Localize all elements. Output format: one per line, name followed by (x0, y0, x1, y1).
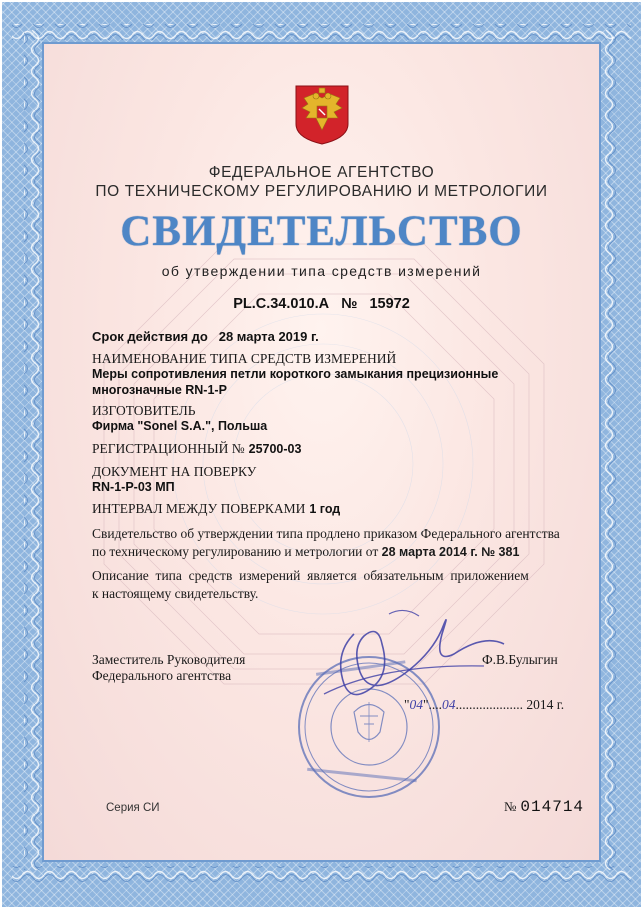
russian-coat-of-arms-icon (292, 84, 352, 146)
validity-date: 28 марта 2019 г. (218, 329, 319, 344)
extension-line2-prefix: по техническому регулированию и метрологии от (92, 544, 379, 559)
validity-label: Срок действия до (92, 329, 208, 344)
verification-doc-value: RN-1-P-03 МП (92, 480, 175, 494)
type-label: НАИМЕНОВАНИЕ ТИПА СРЕДСТВ ИЗМЕРЕНИЙ (92, 351, 397, 366)
extension-paragraph (92, 525, 572, 561)
interval-value: 1 год (309, 502, 341, 516)
agency-name-line1: ФЕДЕРАЛЬНОЕ АГЕНТСТВО (208, 164, 435, 181)
date-day: 04 (409, 697, 424, 712)
registration-label: РЕГИСТРАЦИОННЫЙ № (92, 441, 245, 456)
appendix-line2: к настоящему свидетельству. (92, 586, 259, 601)
signer-position-line2: Федерального агентства (92, 668, 232, 683)
extension-line2 (92, 543, 572, 561)
signature-date-row: "04"....04.................... 2014 г. (404, 697, 565, 712)
interval-label: ИНТЕРВАЛ МЕЖДУ ПОВЕРКАМИ (92, 501, 306, 516)
date-year: 2014 г. (526, 697, 565, 712)
validity-row (92, 329, 319, 344)
certificate-subtitle: об утверждении типа средств измерений (161, 263, 482, 279)
type-value-line2: многозначные RN-1-P (92, 383, 227, 397)
agency-name-line2: ПО ТЕХНИЧЕСКОМУ РЕГУЛИРОВАНИЮ И МЕТРОЛОГИИ (95, 183, 548, 200)
verification-doc-label: ДОКУМЕНТ НА ПОВЕРКУ (92, 464, 257, 479)
number-sign: № (341, 296, 358, 312)
series-label: Серия СИ (106, 802, 160, 814)
serial-number: 014714 (520, 798, 585, 816)
extension-date: 28 марта 2014 г. (381, 545, 478, 559)
manufacturer-value: Фирма "Sonel S.A.", Польша (92, 419, 268, 433)
serial-number-row (504, 798, 584, 816)
signer-name: Ф.В.Булыгин (482, 652, 558, 667)
appendix-line1: Описание типа средств измерений является обязательным приложением (92, 568, 529, 583)
certificate-number-row (44, 296, 599, 312)
date-month: 04 (442, 697, 456, 712)
certificate-body (42, 42, 601, 862)
extension-order: № 381 (481, 545, 520, 559)
manufacturer-label: ИЗГОТОВИТЕЛЬ (92, 403, 196, 418)
serial-prefix: № (504, 799, 517, 814)
certificate-code: PL.C.34.010.A (233, 296, 330, 312)
registration-row (92, 440, 301, 458)
registration-value: 25700-03 (248, 442, 302, 456)
certificate-title: СВИДЕТЕЛЬСТВО (120, 208, 523, 255)
type-value-line1: Меры сопротивления петли короткого замыкания прецизионные (92, 367, 499, 381)
interval-row (92, 500, 340, 518)
date-quote-mark: " (404, 697, 410, 712)
signer-position-line1: Заместитель Руководителя (92, 652, 246, 667)
extension-line1: Свидетельство об утверждении типа продлено приказом Федерального агентства (92, 526, 560, 541)
certificate-number: 15972 (369, 296, 410, 312)
